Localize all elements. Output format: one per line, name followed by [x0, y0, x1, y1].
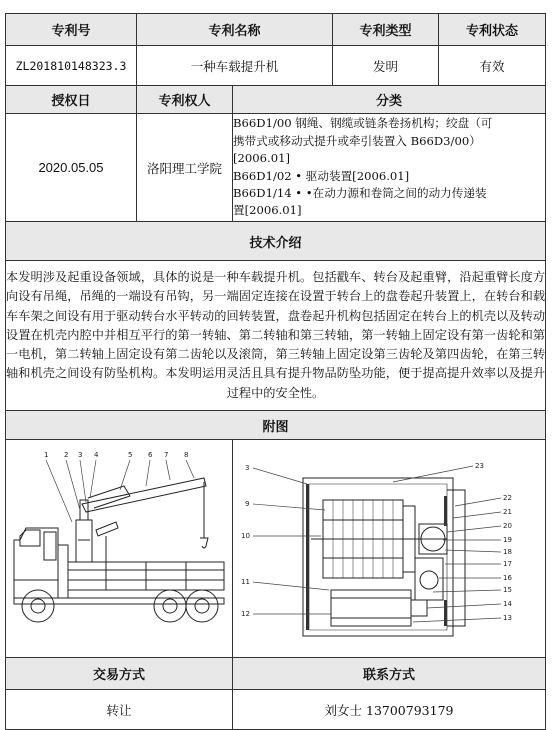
header-patent-type: 专利类型: [333, 14, 439, 46]
header-classification: 分类: [233, 86, 546, 114]
header-trade-mode: 交易方式: [6, 658, 233, 690]
figure-label: 11: [241, 578, 250, 586]
header-patent-no: 专利号: [6, 14, 137, 46]
figure-label: 6: [148, 451, 153, 459]
truck-crane-drawing: [6, 440, 232, 653]
classification-line: B66D1/14 • •在动力源和卷筒之间的动力传递装: [233, 185, 487, 200]
figure-hoist-section: [233, 440, 546, 658]
tech-intro-text: 本发明涉及起重设备领域，具体的说是一种车载提升机。包括戳车、转台及起重臂，沿起重臂长度方向设有吊绳，吊绳的一端设有吊钩，另一端固定连接在设置于转台上的盘卷起升装置上，在转台和载车车架之间设有用于驱动转台水平转动的回转装置，盘卷起升机构包括固定在转台上的机壳以及转动设置在机壳内腔中并相互平行的第一转轴、第二转轴和第三转轴，第一转轴上固定设有第一齿轮和第一电机，第二转轴上固定设有第二齿轮以及滚筒，第三转轴上固定设第三齿轮及第四齿轮，在第三转轴和机壳之间设有防坠机构。本发明运用灵活且具有提升物品防坠功能，便于提高提升效率以及提升过程中的安全性。: [6, 261, 546, 411]
patentee: 洛阳理工学院: [137, 114, 233, 222]
figure-label: 4: [94, 451, 99, 459]
grant-date: 2020.05.05: [6, 114, 137, 222]
header-patent-name: 专利名称: [137, 14, 333, 46]
figure-label: 8: [184, 451, 189, 459]
patent-number: ZL201810148323.3: [6, 46, 137, 86]
header-contact-mode: 联系方式: [233, 658, 546, 690]
figure-label: 3: [78, 451, 83, 459]
figure-truck-crane: [6, 440, 233, 658]
header-tech-intro: 技术介绍: [6, 222, 546, 261]
classification-line: 置[2006.01]: [233, 203, 302, 218]
classification-line: B66D1/02 • 驱动装置[2006.01]: [233, 168, 410, 183]
contact-value: 刘女士 13700793179: [233, 690, 546, 730]
figure-label: 10: [241, 532, 250, 540]
hoist-section-drawing: [233, 440, 546, 653]
figure-label: 13: [503, 614, 512, 622]
figure-label: 3: [245, 464, 250, 472]
figure-label: 19: [503, 536, 512, 544]
figure-label: 22: [503, 494, 512, 502]
figure-label: 15: [503, 586, 512, 594]
figure-label: 23: [475, 462, 484, 470]
figure-label: 21: [503, 508, 512, 516]
patent-name: 一种车载提升机: [137, 46, 333, 86]
trade-mode-value: 转让: [6, 690, 233, 730]
header-patent-status: 专利状态: [439, 14, 546, 46]
patent-type: 发明: [333, 46, 439, 86]
figure-label: 20: [503, 522, 512, 530]
header-patentee: 专利权人: [137, 86, 233, 114]
figure-label: 12: [241, 610, 250, 618]
classification-line: 携带式或移动式提升或牵引装置入 B66D3/00）: [233, 133, 481, 148]
figure-label: 2: [64, 451, 69, 459]
figure-label: 9: [245, 500, 250, 508]
figure-label: 18: [503, 548, 512, 556]
figure-label: 7: [164, 451, 169, 459]
classification-line: B66D1/00 钢绳、钢缆或链条卷扬机构；绞盘（可: [233, 116, 493, 131]
figure-label: 14: [503, 600, 512, 608]
figure-label: 1: [44, 451, 49, 459]
patent-status: 有效: [439, 46, 546, 86]
figure-label: 17: [503, 560, 512, 568]
patent-info-table: [5, 13, 546, 730]
classification-list: [233, 114, 546, 222]
figure-label: 16: [503, 574, 512, 582]
header-figures: 附图: [6, 411, 546, 440]
figure-label: 5: [128, 451, 133, 459]
classification-line: [2006.01]: [233, 151, 290, 166]
header-grant-date: 授权日: [6, 86, 137, 114]
